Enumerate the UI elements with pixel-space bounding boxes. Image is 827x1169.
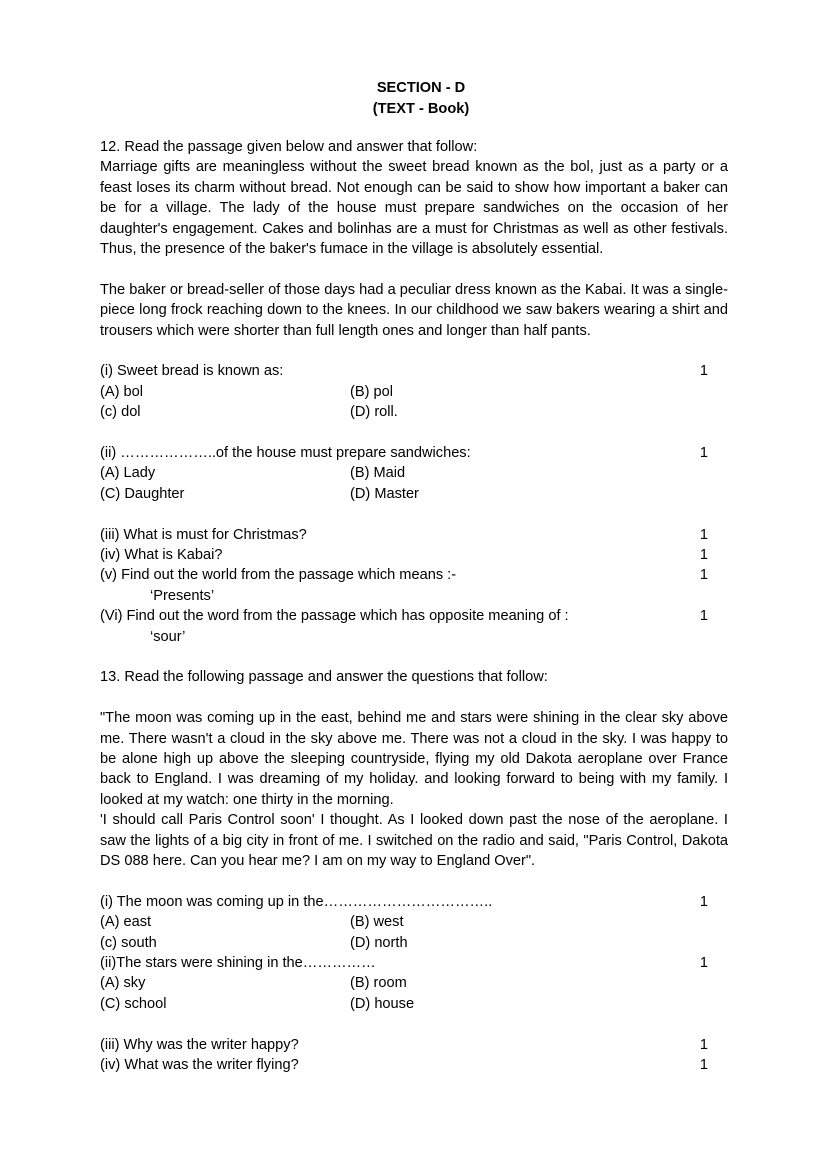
q13-iv <box>100 1055 728 1075</box>
option-d: (D) roll. <box>350 404 398 421</box>
question-text: (ii)The stars were shining in the…………… <box>100 955 376 972</box>
q12-v <box>100 565 728 585</box>
question-mark: 1 <box>699 1057 708 1074</box>
option-a: (A) sky <box>100 975 146 992</box>
spacer <box>100 688 728 708</box>
spacer <box>100 1014 728 1034</box>
q13-heading: 13. Read the following passage and answer the questions that follow: <box>100 669 548 686</box>
spacer <box>100 259 728 279</box>
option-b: (B) pol <box>350 383 393 400</box>
q12-passage-para2: The baker or bread-seller of those days had a peculiar dress known as the Kabai. It was a single-piece long frock reaching down to the knees. In our childhood we saw bakers wearing a shirt and trousers which were shorter than full length ones and longer than half pants. <box>100 281 728 339</box>
section-subtitle: (TEXT - Book) <box>372 101 470 117</box>
question-mark: 1 <box>699 893 708 910</box>
question-mark: 1 <box>699 547 708 563</box>
option-d: (D) house <box>350 995 415 1012</box>
question-text: (iii) Why was the writer happy? <box>100 1036 299 1053</box>
question-mark: 1 <box>699 608 708 625</box>
option-c: (C) Daughter <box>100 485 185 502</box>
q13-passage-para2: 'I should call Paris Control soon' I thought. As I looked down past the nose of the aeroplane. I saw the lights of a big city in front of me. I switched on the radio and said, "Paris Control, Dakota DS 088 here. Can you hear me? I am on my way to England Over". <box>100 812 728 870</box>
option-d: (D) Master <box>350 485 419 502</box>
q12-i <box>100 361 728 381</box>
q12-ii-options-row1 <box>100 463 728 483</box>
option-d: (D) north <box>350 934 408 951</box>
q13-ii <box>100 953 728 973</box>
spacer <box>100 504 728 524</box>
spacer <box>100 871 728 891</box>
q13-ii-options-row2 <box>100 994 728 1014</box>
option-a: (A) east <box>100 914 152 931</box>
question-text: (i) The moon was coming up in the…………………………….. <box>100 893 493 910</box>
question-mark: 1 <box>699 1036 708 1053</box>
option-a: (A) bol <box>100 383 143 400</box>
question-text: (iv) What is Kabai? <box>100 547 223 563</box>
question-mark: 1 <box>699 955 708 972</box>
q12-vi <box>100 606 728 626</box>
spacer <box>100 423 728 443</box>
q12-heading: 12. Read the passage given below and answer that follow: <box>100 139 478 155</box>
exam-page <box>100 78 728 1075</box>
option-b: (B) Maid <box>350 465 406 482</box>
q12-v-word: ‘Presents’ <box>150 587 215 604</box>
q12-iv <box>100 545 728 565</box>
q12-iii <box>100 525 728 545</box>
spacer <box>100 120 728 137</box>
q12-i-options-row2 <box>100 402 728 422</box>
question-mark: 1 <box>699 567 708 584</box>
question-mark: 1 <box>699 526 708 543</box>
option-b: (B) west <box>350 914 404 931</box>
question-text: (Vi) Find out the word from the passage which has opposite meaning of : <box>100 608 569 625</box>
q13-i-options-row1 <box>100 912 728 932</box>
q12-ii <box>100 443 728 463</box>
spacer <box>100 341 728 361</box>
question-text: (v) Find out the world from the passage which means :- <box>100 567 457 584</box>
q13-i <box>100 892 728 912</box>
question-text: (i) Sweet bread is known as: <box>100 363 284 380</box>
q12-ii-options-row2 <box>100 484 728 504</box>
q13-i-options-row2 <box>100 933 728 953</box>
q13-iii <box>100 1035 728 1055</box>
spacer <box>100 647 728 667</box>
option-c: (C) school <box>100 995 167 1012</box>
q13-passage-para1: "The moon was coming up in the east, behind me and stars were shining in the clear sky above me. There wasn't a cloud in the sky above me. There was not a cloud in the sky. I was happy to be alone high up above the sleeping countryside, flying my old Dakota aeroplane over France back to England. I was dreaming of my holiday. and looking forward to being with my family. I looked at my watch: one thirty in the morning. <box>100 710 728 808</box>
q12-i-options-row1 <box>100 382 728 402</box>
option-c: (c) dol <box>100 404 141 421</box>
q12-vi-word: ‘sour’ <box>150 628 186 645</box>
question-text: (iv) What was the writer flying? <box>100 1057 299 1074</box>
q12-passage-para1: Marriage gifts are meaningless without the sweet bread known as the bol, just as a party or a feast loses its charm without bread. Not enough can be said to show how important a baker can be for a village. The lady of the house must prepare sandwiches on the occasion of her daughter's engagement. Cakes and bolinhas are a must for Christmas as well as other festivals. Thus, the presence of the baker's fumace in the village is absolutely essential. <box>100 159 728 258</box>
question-text: (ii) ………………..of the house must prepare sandwiches: <box>100 445 471 462</box>
question-mark: 1 <box>699 445 708 462</box>
option-b: (B) room <box>350 975 407 992</box>
question-mark: 1 <box>699 363 708 380</box>
question-text: (iii) What is must for Christmas? <box>100 526 307 543</box>
section-title: SECTION - D <box>376 80 466 96</box>
option-a: (A) Lady <box>100 465 156 482</box>
q13-ii-options-row1 <box>100 973 728 993</box>
option-c: (c) south <box>100 934 157 951</box>
